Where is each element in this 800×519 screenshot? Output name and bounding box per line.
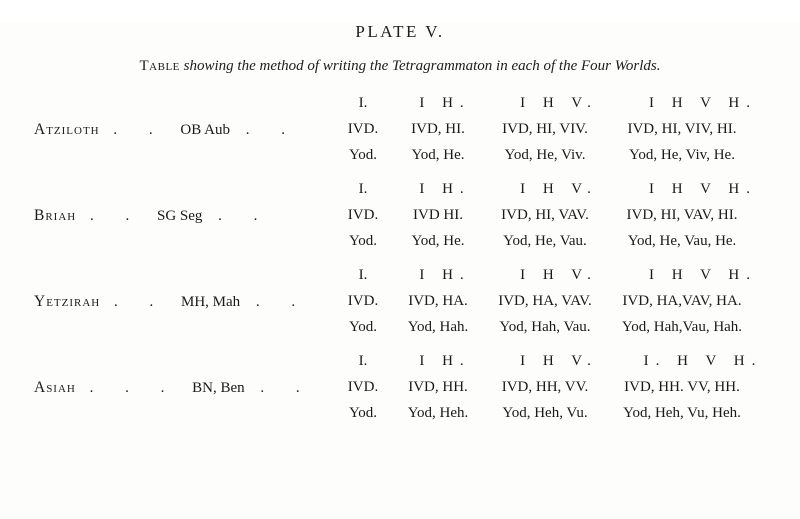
row-label	[34, 207, 334, 225]
row-label	[34, 379, 334, 397]
letters-cell: I H.	[419, 267, 471, 283]
transliteration-cell: IVD, HI.	[411, 121, 465, 137]
table-row	[34, 267, 790, 353]
caption-rest: showing the method of writing the Tetragrammaton in each of the Four Worlds.	[183, 58, 661, 74]
names-line	[334, 147, 790, 173]
name-cell: Yod, Hah.	[407, 319, 469, 335]
transliteration-cell: IVD.	[347, 207, 379, 223]
leader-dots-right: . .	[245, 122, 299, 138]
letters-cell: I H V H.	[649, 181, 757, 197]
letters-cell: I. H V H.	[643, 353, 763, 369]
letters-cell: I H.	[419, 353, 471, 369]
name-cell: Yod, He, Vau, He.	[627, 233, 737, 249]
letters-cell: I.	[358, 181, 368, 197]
transliteration-cell: IVD.	[347, 121, 379, 137]
name-cell: Yod, Hah, Vau.	[499, 319, 591, 335]
letters-cell: I.	[358, 95, 368, 111]
letters-cell: I.	[358, 267, 368, 283]
row-columns	[334, 181, 790, 259]
name-cell: Yod.	[348, 319, 378, 335]
world-name: Atziloth	[34, 121, 100, 138]
table-row	[34, 353, 790, 439]
leader-dots-left: . .	[89, 208, 144, 224]
transliteration-cell: IVD, HH. VV, HH.	[624, 379, 740, 395]
letters-line	[334, 181, 790, 207]
letters-cell: I H V H.	[649, 95, 757, 111]
transliteration-cell: IVD, HH.	[408, 379, 468, 395]
letters-cell: I.	[358, 353, 368, 369]
plate-title: PLATE V.	[355, 22, 445, 41]
letters-cell: I H V.	[520, 181, 598, 197]
letters-cell: I H V H.	[649, 267, 757, 283]
leader-dots-right: . .	[255, 294, 310, 310]
world-name: Yetzirah	[34, 293, 101, 310]
leader-dots-left: . .	[113, 122, 167, 138]
leader-dots-right: . .	[218, 208, 272, 224]
transliteration-cell: IVD, HI, VAV, HI.	[626, 207, 738, 223]
name-cell: Yod, He, Viv, He.	[629, 147, 735, 163]
transliteration-cell: IVD, HH, VV.	[501, 379, 589, 395]
transliteration-line	[334, 121, 790, 147]
row-columns	[334, 95, 790, 173]
world-abbreviation: MH, Mah	[181, 294, 241, 310]
letters-line	[334, 95, 790, 121]
plate-page	[0, 22, 800, 519]
letters-cell: I H V.	[520, 353, 598, 369]
caption-lead: Table	[139, 58, 180, 74]
leader-dots-left: . . .	[89, 380, 179, 396]
letters-line	[334, 267, 790, 293]
world-abbreviation: OB Aub	[180, 122, 230, 138]
transliteration-line	[334, 207, 790, 233]
table-row	[34, 95, 790, 181]
names-line	[334, 233, 790, 259]
name-cell: Yod, He, Viv.	[504, 147, 586, 163]
transliteration-cell: IVD, HA, VAV.	[498, 293, 592, 309]
name-cell: Yod, Heh.	[407, 405, 469, 421]
names-line	[334, 405, 790, 431]
leader-dots-right: . .	[260, 380, 314, 396]
name-cell: Yod, Hah,Vau, Hah.	[621, 319, 743, 335]
transliteration-cell: IVD HI.	[413, 207, 463, 223]
name-cell: Yod, Heh, Vu, Heh.	[623, 405, 741, 421]
transliteration-cell: IVD, HI, VIV, HI.	[627, 121, 737, 137]
world-abbreviation: SG Seg	[156, 208, 203, 224]
transliteration-line	[334, 379, 790, 405]
transliteration-cell: IVD, HA,VAV, HA.	[622, 293, 742, 309]
transliteration-cell: IVD.	[347, 293, 379, 309]
name-cell: Yod, Heh, Vu.	[502, 405, 588, 421]
transliteration-cell: IVD.	[347, 379, 379, 395]
name-cell: Yod, He.	[411, 233, 465, 249]
row-label	[34, 121, 334, 139]
world-name: Asiah	[34, 379, 76, 396]
name-cell: Yod.	[348, 147, 378, 163]
name-cell: Yod, He.	[411, 147, 465, 163]
leader-dots-left: . .	[114, 294, 168, 310]
letters-cell: I H V.	[520, 267, 598, 283]
name-cell: Yod.	[348, 405, 378, 421]
transliteration-cell: IVD, HI, VIV.	[502, 121, 588, 137]
world-name: Briah	[34, 207, 77, 224]
transliteration-cell: IVD, HA.	[408, 293, 468, 309]
name-cell: Yod.	[348, 233, 378, 249]
letters-cell: I H.	[419, 181, 471, 197]
world-abbreviation: BN, Ben	[192, 380, 245, 396]
letters-cell: I H V.	[520, 95, 598, 111]
names-line	[334, 319, 790, 345]
transliteration-cell: IVD, HI, VAV.	[501, 207, 589, 223]
row-label	[34, 293, 334, 311]
name-cell: Yod, He, Vau.	[503, 233, 587, 249]
letters-line	[334, 353, 790, 379]
table-row	[34, 181, 790, 267]
row-columns	[334, 353, 790, 431]
letters-cell: I H.	[419, 95, 471, 111]
plate-caption	[0, 58, 800, 75]
transliteration-line	[334, 293, 790, 319]
row-columns	[334, 267, 790, 345]
four-worlds-table	[0, 95, 800, 439]
